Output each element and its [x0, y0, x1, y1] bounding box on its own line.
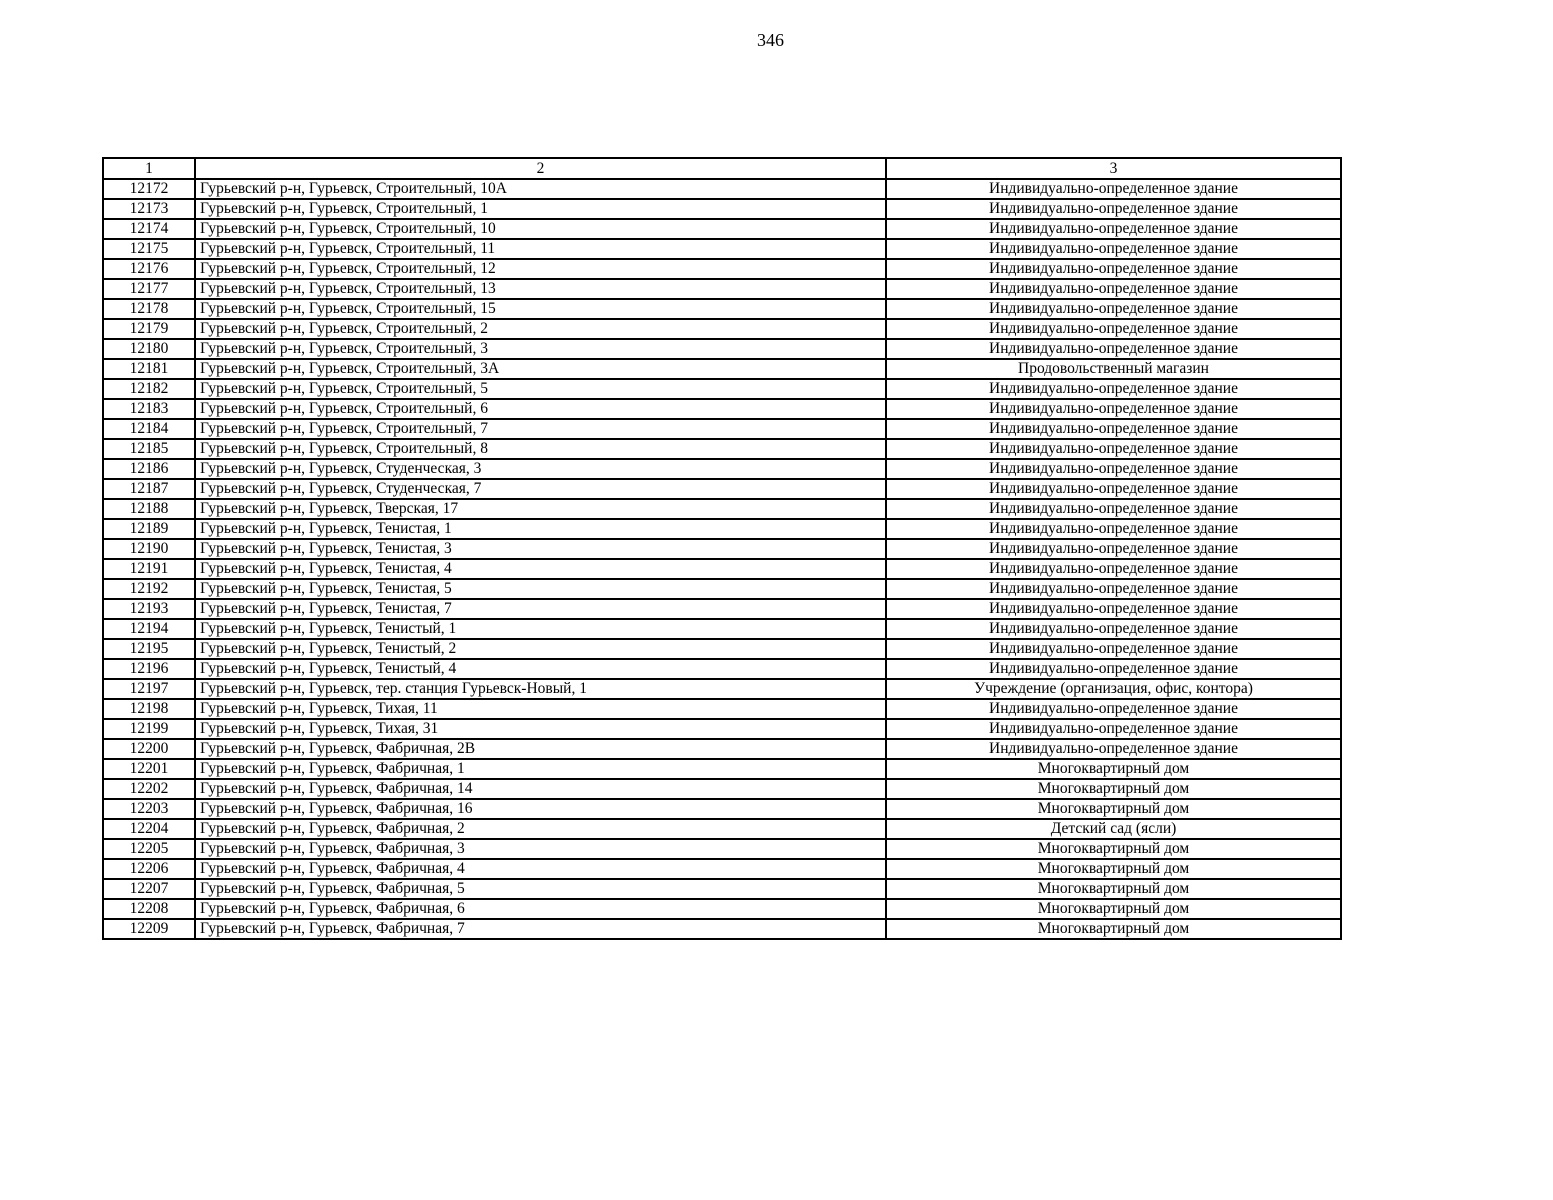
row-type-cell: Многоквартирный дом: [886, 839, 1341, 859]
table-row: [103, 639, 1341, 659]
table-row: [103, 359, 1341, 379]
row-id-cell: 12201: [103, 759, 195, 779]
column-header-3: 3: [886, 158, 1341, 179]
row-address-cell: Гурьевский р-н, Гурьевск, Строительный, 6: [195, 399, 886, 419]
row-id-cell: 12188: [103, 499, 195, 519]
table-row: [103, 419, 1341, 439]
table-row: [103, 659, 1341, 679]
table-row: [103, 299, 1341, 319]
row-address-cell: Гурьевский р-н, Гурьевск, Строительный, 10: [195, 219, 886, 239]
row-type-cell: Индивидуально-определенное здание: [886, 639, 1341, 659]
table-row: [103, 859, 1341, 879]
row-type-cell: Индивидуально-определенное здание: [886, 219, 1341, 239]
row-type-cell: Индивидуально-определенное здание: [886, 719, 1341, 739]
row-id-cell: 12206: [103, 859, 195, 879]
row-address-cell: Гурьевский р-н, Гурьевск, Студенческая, 7: [195, 479, 886, 499]
table-row: [103, 919, 1341, 939]
row-id-cell: 12208: [103, 899, 195, 919]
row-type-cell: Индивидуально-определенное здание: [886, 419, 1341, 439]
row-id-cell: 12198: [103, 699, 195, 719]
row-address-cell: Гурьевский р-н, Гурьевск, Строительный, 15: [195, 299, 886, 319]
table-row: [103, 399, 1341, 419]
row-id-cell: 12190: [103, 539, 195, 559]
row-address-cell: Гурьевский р-н, Гурьевск, Фабричная, 3: [195, 839, 886, 859]
row-id-cell: 12207: [103, 879, 195, 899]
row-id-cell: 12205: [103, 839, 195, 859]
row-type-cell: Индивидуально-определенное здание: [886, 599, 1341, 619]
table-row: [103, 819, 1341, 839]
row-id-cell: 12183: [103, 399, 195, 419]
table-row: [103, 319, 1341, 339]
row-address-cell: Гурьевский р-н, Гурьевск, Строительный, 1: [195, 199, 886, 219]
table-body: [103, 158, 1341, 939]
row-id-cell: 12177: [103, 279, 195, 299]
row-type-cell: Индивидуально-определенное здание: [886, 579, 1341, 599]
row-id-cell: 12191: [103, 559, 195, 579]
row-id-cell: 12196: [103, 659, 195, 679]
row-type-cell: Индивидуально-определенное здание: [886, 499, 1341, 519]
column-header-1: 1: [103, 158, 195, 179]
row-type-cell: Индивидуально-определенное здание: [886, 199, 1341, 219]
row-id-cell: 12185: [103, 439, 195, 459]
row-address-cell: Гурьевский р-н, Гурьевск, Тенистый, 1: [195, 619, 886, 639]
row-id-cell: 12195: [103, 639, 195, 659]
row-address-cell: Гурьевский р-н, Гурьевск, Фабричная, 6: [195, 899, 886, 919]
row-type-cell: Индивидуально-определенное здание: [886, 239, 1341, 259]
table-row: [103, 239, 1341, 259]
row-id-cell: 12189: [103, 519, 195, 539]
row-type-cell: Индивидуально-определенное здание: [886, 519, 1341, 539]
row-address-cell: Гурьевский р-н, Гурьевск, Тенистый, 4: [195, 659, 886, 679]
row-type-cell: Индивидуально-определенное здание: [886, 439, 1341, 459]
row-id-cell: 12178: [103, 299, 195, 319]
row-address-cell: Гурьевский р-н, Гурьевск, Тенистый, 2: [195, 639, 886, 659]
row-id-cell: 12174: [103, 219, 195, 239]
row-type-cell: Индивидуально-определенное здание: [886, 279, 1341, 299]
row-address-cell: Гурьевский р-н, Гурьевск, Тихая, 31: [195, 719, 886, 739]
row-address-cell: Гурьевский р-н, Гурьевск, Фабричная, 5: [195, 879, 886, 899]
row-address-cell: Гурьевский р-н, Гурьевск, Тенистая, 1: [195, 519, 886, 539]
row-address-cell: Гурьевский р-н, Гурьевск, Строительный, 8: [195, 439, 886, 459]
table-row: [103, 879, 1341, 899]
row-type-cell: Индивидуально-определенное здание: [886, 619, 1341, 639]
row-address-cell: Гурьевский р-н, Гурьевск, Строительный, 5: [195, 379, 886, 399]
row-address-cell: Гурьевский р-н, Гурьевск, Фабричная, 1: [195, 759, 886, 779]
table-row: [103, 739, 1341, 759]
row-id-cell: 12194: [103, 619, 195, 639]
row-type-cell: Индивидуально-определенное здание: [886, 479, 1341, 499]
row-type-cell: Индивидуально-определенное здание: [886, 299, 1341, 319]
row-type-cell: Многоквартирный дом: [886, 879, 1341, 899]
table-row: [103, 479, 1341, 499]
row-id-cell: 12181: [103, 359, 195, 379]
row-type-cell: Индивидуально-определенное здание: [886, 459, 1341, 479]
row-id-cell: 12187: [103, 479, 195, 499]
row-address-cell: Гурьевский р-н, Гурьевск, Строительный, 3А: [195, 359, 886, 379]
row-address-cell: Гурьевский р-н, Гурьевск, Тенистая, 4: [195, 559, 886, 579]
row-address-cell: Гурьевский р-н, Гурьевск, тер. станция Гурьевск-Новый, 1: [195, 679, 886, 699]
row-address-cell: Гурьевский р-н, Гурьевск, Тихая, 11: [195, 699, 886, 719]
table-row: [103, 339, 1341, 359]
row-id-cell: 12199: [103, 719, 195, 739]
row-address-cell: Гурьевский р-н, Гурьевск, Фабричная, 7: [195, 919, 886, 939]
table-row: [103, 679, 1341, 699]
row-address-cell: Гурьевский р-н, Гурьевск, Фабричная, 2В: [195, 739, 886, 759]
row-type-cell: Индивидуально-определенное здание: [886, 659, 1341, 679]
row-address-cell: Гурьевский р-н, Гурьевск, Тенистая, 7: [195, 599, 886, 619]
row-address-cell: Гурьевский р-н, Гурьевск, Строительный, 13: [195, 279, 886, 299]
row-type-cell: Многоквартирный дом: [886, 859, 1341, 879]
row-address-cell: Гурьевский р-н, Гурьевск, Тенистая, 5: [195, 579, 886, 599]
row-id-cell: 12176: [103, 259, 195, 279]
column-header-2: 2: [195, 158, 886, 179]
row-type-cell: Учреждение (организация, офис, контора): [886, 679, 1341, 699]
row-type-cell: Индивидуально-определенное здание: [886, 319, 1341, 339]
row-address-cell: Гурьевский р-н, Гурьевск, Фабричная, 2: [195, 819, 886, 839]
row-id-cell: 12193: [103, 599, 195, 619]
row-address-cell: Гурьевский р-н, Гурьевск, Фабричная, 4: [195, 859, 886, 879]
table-row: [103, 459, 1341, 479]
table-row: [103, 259, 1341, 279]
table-row: [103, 799, 1341, 819]
row-id-cell: 12186: [103, 459, 195, 479]
row-address-cell: Гурьевский р-н, Гурьевск, Строительный, 11: [195, 239, 886, 259]
page-number: 346: [757, 30, 784, 50]
row-id-cell: 12173: [103, 199, 195, 219]
table-row: [103, 579, 1341, 599]
row-type-cell: Многоквартирный дом: [886, 779, 1341, 799]
table-row: [103, 779, 1341, 799]
table-row: [103, 499, 1341, 519]
row-id-cell: 12203: [103, 799, 195, 819]
row-address-cell: Гурьевский р-н, Гурьевск, Тверская, 17: [195, 499, 886, 519]
row-address-cell: Гурьевский р-н, Гурьевск, Студенческая, 3: [195, 459, 886, 479]
table-row: [103, 839, 1341, 859]
row-id-cell: 12202: [103, 779, 195, 799]
row-address-cell: Гурьевский р-н, Гурьевск, Фабричная, 14: [195, 779, 886, 799]
row-id-cell: 12172: [103, 179, 195, 199]
table-row: [103, 719, 1341, 739]
row-id-cell: 12200: [103, 739, 195, 759]
row-id-cell: 12209: [103, 919, 195, 939]
row-type-cell: Индивидуально-определенное здание: [886, 339, 1341, 359]
table-row: [103, 439, 1341, 459]
table-row: [103, 379, 1341, 399]
row-type-cell: Многоквартирный дом: [886, 759, 1341, 779]
row-type-cell: Индивидуально-определенное здание: [886, 259, 1341, 279]
row-type-cell: Многоквартирный дом: [886, 899, 1341, 919]
table-row: [103, 279, 1341, 299]
table-row: [103, 619, 1341, 639]
table-row: [103, 539, 1341, 559]
row-type-cell: Индивидуально-определенное здание: [886, 179, 1341, 199]
row-address-cell: Гурьевский р-н, Гурьевск, Фабричная, 16: [195, 799, 886, 819]
row-id-cell: 12184: [103, 419, 195, 439]
table-row: [103, 759, 1341, 779]
row-id-cell: 12182: [103, 379, 195, 399]
row-type-cell: Детский сад (ясли): [886, 819, 1341, 839]
row-id-cell: 12204: [103, 819, 195, 839]
table-row: [103, 559, 1341, 579]
table-row: [103, 199, 1341, 219]
row-id-cell: 12175: [103, 239, 195, 259]
row-type-cell: Индивидуально-определенное здание: [886, 699, 1341, 719]
row-type-cell: Продовольственный магазин: [886, 359, 1341, 379]
row-address-cell: Гурьевский р-н, Гурьевск, Строительный, 2: [195, 319, 886, 339]
row-address-cell: Гурьевский р-н, Гурьевск, Строительный, 3: [195, 339, 886, 359]
row-type-cell: Многоквартирный дом: [886, 919, 1341, 939]
row-type-cell: Индивидуально-определенное здание: [886, 399, 1341, 419]
row-address-cell: Гурьевский р-н, Гурьевск, Строительный, 7: [195, 419, 886, 439]
table-row: [103, 899, 1341, 919]
register-table: [102, 157, 1342, 940]
row-address-cell: Гурьевский р-н, Гурьевск, Строительный, 10А: [195, 179, 886, 199]
row-id-cell: 12180: [103, 339, 195, 359]
table-row: [103, 519, 1341, 539]
row-id-cell: 12179: [103, 319, 195, 339]
row-address-cell: Гурьевский р-н, Гурьевск, Тенистая, 3: [195, 539, 886, 559]
row-id-cell: 12197: [103, 679, 195, 699]
row-id-cell: 12192: [103, 579, 195, 599]
row-type-cell: Индивидуально-определенное здание: [886, 739, 1341, 759]
table-row: [103, 599, 1341, 619]
row-type-cell: Многоквартирный дом: [886, 799, 1341, 819]
row-type-cell: Индивидуально-определенное здание: [886, 539, 1341, 559]
table-row: [103, 219, 1341, 239]
row-address-cell: Гурьевский р-н, Гурьевск, Строительный, 12: [195, 259, 886, 279]
table-row: [103, 699, 1341, 719]
row-type-cell: Индивидуально-определенное здание: [886, 379, 1341, 399]
table-header-row: [103, 158, 1341, 179]
row-type-cell: Индивидуально-определенное здание: [886, 559, 1341, 579]
table-row: [103, 179, 1341, 199]
